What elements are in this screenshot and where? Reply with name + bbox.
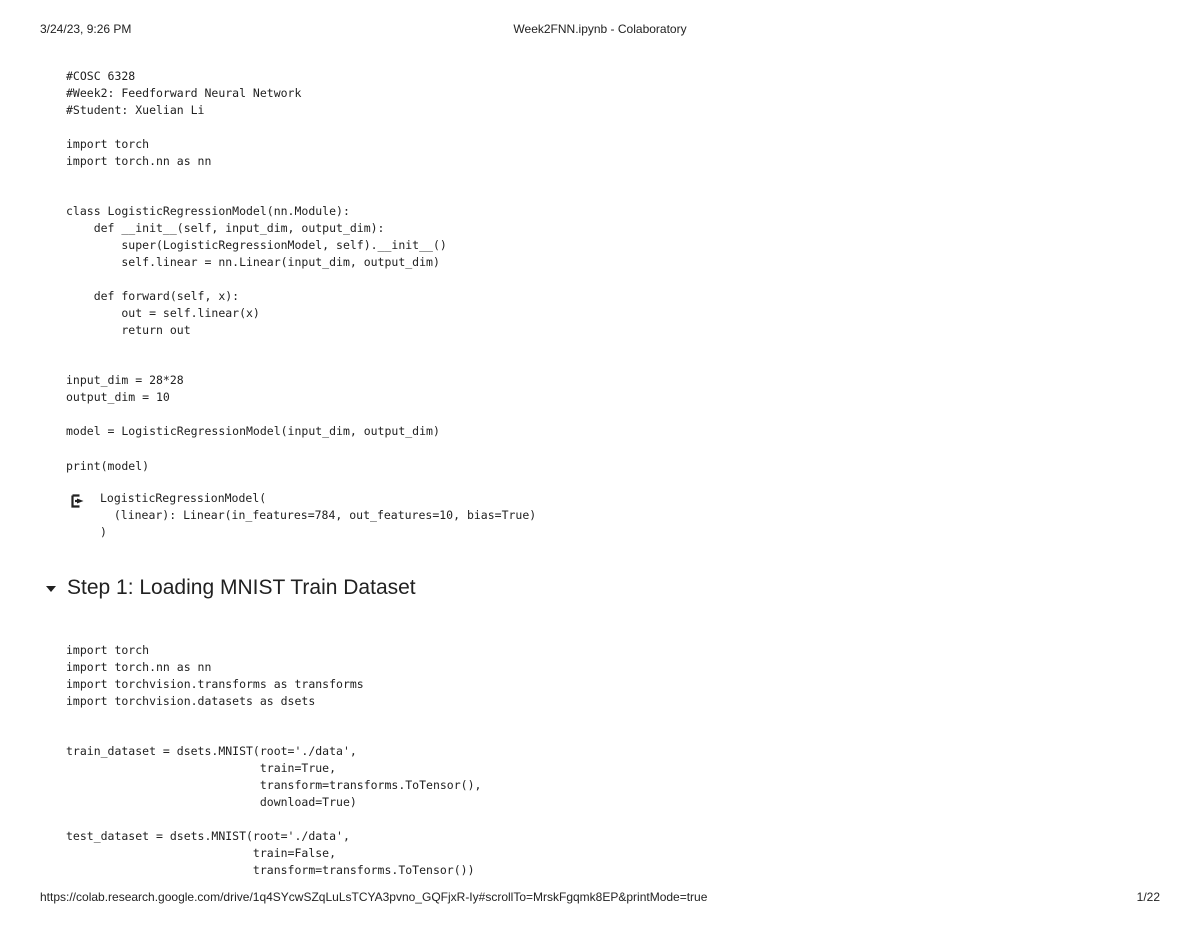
print-datetime: 3/24/23, 9:26 PM bbox=[40, 22, 132, 36]
code-cell-print-model: print(model) bbox=[66, 459, 150, 473]
code-cell-model-definition: #COSC 6328 #Week2: Feedforward Neural Network #Student: Xuelian Li import torch import torch.nn as nn class LogisticRegressionModel(nn.Module): def __init__(self, input_dim, output_dim): super(LogisticRegressionModel, self).__init__() self.linear = nn.Linear(input_dim, output_dim) def forward(self, x): out = self.linear(x) return out input_dim = 28*28 output_dim = 10 model = LogisticRegressionModel(input_dim, output_dim) bbox=[66, 69, 447, 439]
section-heading-text: Step 1: Loading MNIST Train Dataset bbox=[67, 576, 416, 599]
page-indicator: 1/22 bbox=[1136, 890, 1160, 904]
output-arrow-icon bbox=[70, 493, 86, 509]
print-footer bbox=[40, 890, 1160, 906]
document-title: Week2FNN.ipynb - Colaboratory bbox=[513, 22, 687, 36]
code-cell-load-dataset: import torch import torch.nn as nn import torchvision.transforms as transforms import torchvision.datasets as dsets train_dataset = dsets.MNIST(root='./data', train=True, transform=transforms.ToTensor(), download=True) test_dataset = dsets.MNIST(root='./data', train=False, transform=transforms.ToTensor()) bbox=[66, 643, 482, 877]
caret-down-icon[interactable] bbox=[44, 582, 58, 596]
print-header bbox=[40, 22, 1160, 38]
page-url: https://colab.research.google.com/drive/1q4SYcwSZqLuLsTCYA3pvno_GQFjxR-Iy#scrollTo=MrskFgqmk8EP&printMode=true bbox=[40, 890, 708, 904]
output-text: LogisticRegressionModel( (linear): Linear(in_features=784, out_features=10, bias=True) ) bbox=[100, 491, 537, 539]
